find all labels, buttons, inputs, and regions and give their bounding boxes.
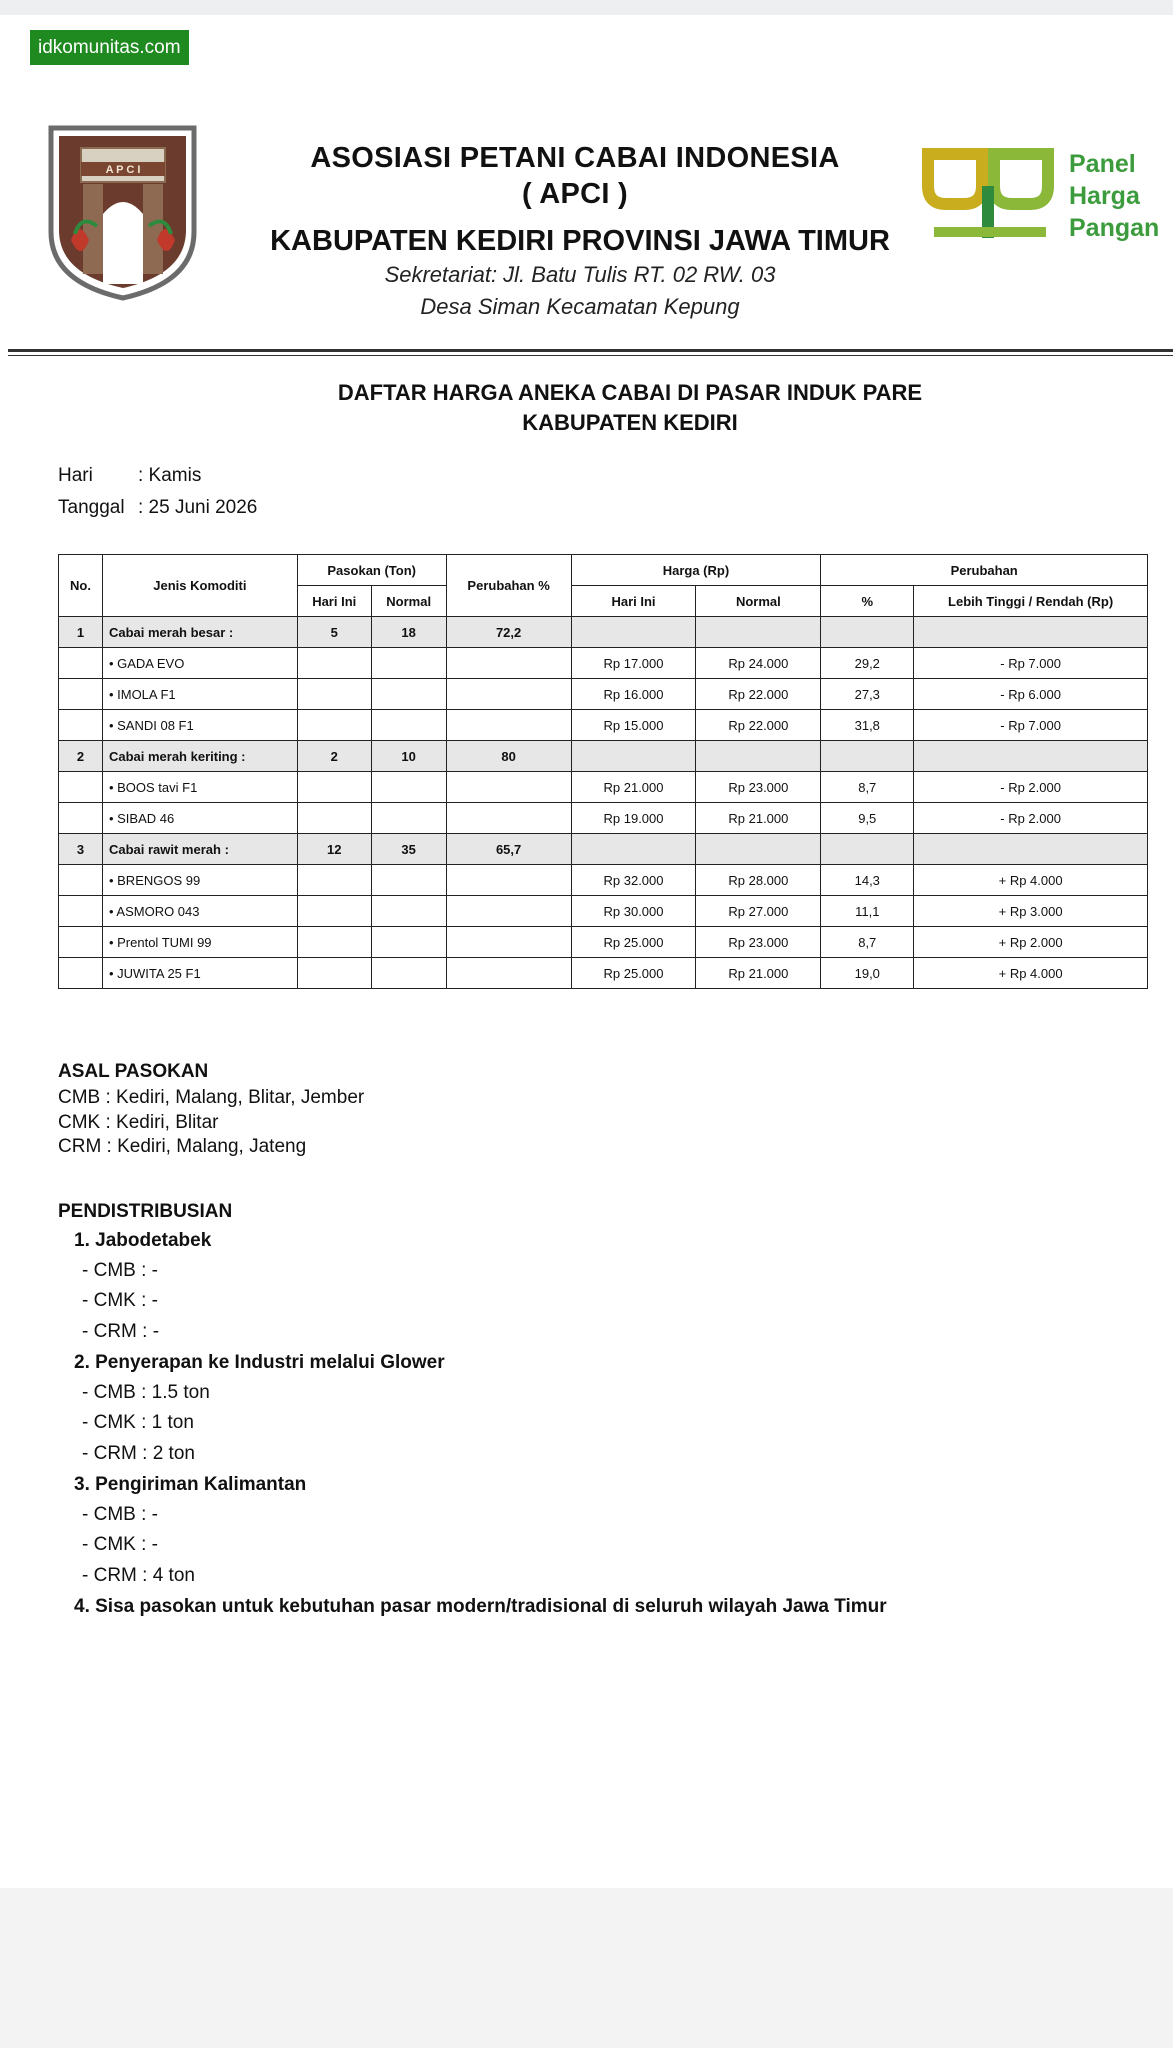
distribution-line: - CMB : -	[82, 1504, 158, 1525]
day-label: Hari	[58, 465, 93, 486]
supply-today-cell: 5	[297, 617, 371, 648]
supply-change-cell	[446, 958, 571, 989]
row-no-cell	[59, 679, 103, 710]
org-abbr: ( APCI )	[521, 178, 629, 210]
supply-normal-cell: 18	[371, 617, 446, 648]
supply-change-cell	[446, 679, 571, 710]
doc-title-2: KABUPATEN KEDIRI	[522, 410, 738, 435]
price-today-cell: Rp 25.000	[571, 927, 696, 958]
change-pct-cell	[821, 617, 914, 648]
header-supply: Pasokan (Ton)	[297, 555, 446, 586]
header-price-today: Hari Ini	[571, 586, 696, 617]
price-today-cell	[571, 741, 696, 772]
row-no-cell	[59, 710, 103, 741]
distribution-line: - CMK : -	[82, 1290, 158, 1311]
table-row	[59, 679, 1148, 710]
row-no-cell	[59, 896, 103, 927]
supply-origin-line: CRM : Kediri, Malang, Jateng	[58, 1136, 307, 1157]
price-today-cell: Rp 19.000	[571, 803, 696, 834]
commodity-name-cell: • BOOS tavi F1	[102, 772, 297, 803]
price-today-cell: Rp 30.000	[571, 896, 696, 927]
header-price-normal: Normal	[696, 586, 821, 617]
commodity-name-cell: • SANDI 08 F1	[102, 710, 297, 741]
supply-normal-cell	[371, 648, 446, 679]
supply-today-cell	[297, 772, 371, 803]
org-name: ASOSIASI PETANI CABAI INDONESIA	[310, 142, 840, 174]
row-no-cell	[59, 927, 103, 958]
address-line-2: Desa Siman Kecamatan Kepung	[420, 294, 740, 319]
supply-change-cell	[446, 927, 571, 958]
supply-today-cell	[297, 958, 371, 989]
change-rp-cell: + Rp 2.000	[914, 927, 1148, 958]
change-rp-cell: - Rp 2.000	[914, 772, 1148, 803]
distribution-heading: 4. Sisa pasokan untuk kebutuhan pasar modern/tradisional di seluruh wilayah Jawa Timur	[74, 1596, 887, 1617]
supply-today-cell	[297, 927, 371, 958]
supply-today-cell	[297, 896, 371, 927]
panel-harga-pangan-logo-icon	[920, 146, 1070, 251]
distribution-heading: 2. Penyerapan ke Industri melalui Glower	[74, 1352, 445, 1373]
supply-today-cell	[297, 679, 371, 710]
table-row	[59, 803, 1148, 834]
commodity-name-cell: • ASMORO 043	[102, 896, 297, 927]
change-pct-cell: 31,8	[821, 710, 914, 741]
price-normal-cell: Rp 22.000	[696, 679, 821, 710]
distribution-line: - CMK : 1 ton	[82, 1412, 194, 1433]
distribution-heading: 3. Pengiriman Kalimantan	[74, 1474, 307, 1495]
header-divider-thin	[8, 355, 1173, 356]
supply-origin-line: CMB : Kediri, Malang, Blitar, Jember	[58, 1087, 365, 1108]
commodity-name-cell: • Prentol TUMI 99	[102, 927, 297, 958]
price-today-cell: Rp 25.000	[571, 958, 696, 989]
change-pct-cell: 9,5	[821, 803, 914, 834]
change-rp-cell	[914, 617, 1148, 648]
distribution-line: - CRM : 2 ton	[82, 1443, 195, 1464]
row-no-cell	[59, 865, 103, 896]
org-region: KABUPATEN KEDIRI PROVINSI JAWA TIMUR	[270, 225, 890, 257]
commodity-name-cell: Cabai merah keriting :	[102, 741, 297, 772]
price-normal-cell: Rp 21.000	[696, 958, 821, 989]
change-rp-cell: - Rp 6.000	[914, 679, 1148, 710]
supply-normal-cell	[371, 710, 446, 741]
supply-normal-cell	[371, 927, 446, 958]
commodity-name-cell: • IMOLA F1	[102, 679, 297, 710]
price-normal-cell	[696, 741, 821, 772]
supply-normal-cell	[371, 679, 446, 710]
change-rp-cell: + Rp 4.000	[914, 865, 1148, 896]
distribution-line: - CRM : -	[82, 1321, 160, 1342]
change-pct-cell	[821, 834, 914, 865]
apci-logo-text: A P C I	[105, 164, 141, 176]
price-table	[58, 554, 1148, 989]
change-rp-cell: + Rp 3.000	[914, 896, 1148, 927]
price-today-cell	[571, 617, 696, 648]
meta-date	[58, 497, 257, 519]
row-no-cell: 3	[59, 834, 103, 865]
header-commodity: Jenis Komoditi	[102, 555, 297, 617]
supply-change-cell: 65,7	[446, 834, 571, 865]
table-row	[59, 710, 1148, 741]
panel-harga-pangan-label: Panel Harga Pangan	[1069, 150, 1160, 242]
supply-today-cell: 2	[297, 741, 371, 772]
supply-origin-line: CMK : Kediri, Blitar	[58, 1112, 219, 1133]
supply-change-cell	[446, 772, 571, 803]
change-pct-cell	[821, 741, 914, 772]
distribution-title: PENDISTRIBUSIAN	[58, 1201, 233, 1222]
supply-today-cell	[297, 648, 371, 679]
table-row	[59, 958, 1148, 989]
change-rp-cell	[914, 834, 1148, 865]
header-supply-today: Hari Ini	[297, 586, 371, 617]
change-pct-cell: 29,2	[821, 648, 914, 679]
distribution-line: - CRM : 4 ton	[82, 1565, 195, 1586]
table-row	[59, 772, 1148, 803]
supply-change-cell: 80	[446, 741, 571, 772]
date-value: : 25 Juni 2026	[138, 497, 258, 518]
supply-change-cell	[446, 896, 571, 927]
distribution-line: - CMK : -	[82, 1534, 158, 1555]
price-today-cell	[571, 834, 696, 865]
table-row	[59, 896, 1148, 927]
change-rp-cell: - Rp 2.000	[914, 803, 1148, 834]
change-pct-cell: 14,3	[821, 865, 914, 896]
distribution-heading: 1. Jabodetabek	[74, 1230, 212, 1251]
meta-day	[58, 465, 201, 487]
day-value: : Kamis	[138, 465, 202, 486]
supply-origin-title: ASAL PASOKAN	[58, 1061, 209, 1082]
supply-change-cell	[446, 865, 571, 896]
row-no-cell	[59, 648, 103, 679]
supply-normal-cell	[371, 958, 446, 989]
price-normal-cell	[696, 834, 821, 865]
price-normal-cell: Rp 27.000	[696, 896, 821, 927]
supply-normal-cell	[371, 865, 446, 896]
supply-today-cell: 12	[297, 834, 371, 865]
header-change-rp: Lebih Tinggi / Rendah (Rp)	[914, 586, 1148, 617]
header-no: No.	[59, 555, 103, 617]
row-no-cell	[59, 772, 103, 803]
price-today-cell: Rp 32.000	[571, 865, 696, 896]
change-pct-cell: 27,3	[821, 679, 914, 710]
row-no-cell	[59, 803, 103, 834]
supply-today-cell	[297, 803, 371, 834]
commodity-name-cell: Cabai merah besar :	[102, 617, 297, 648]
table-row	[59, 927, 1148, 958]
commodity-name-cell: • GADA EVO	[102, 648, 297, 679]
supply-change-cell	[446, 803, 571, 834]
table-group-row	[59, 741, 1148, 772]
change-pct-cell: 11,1	[821, 896, 914, 927]
commodity-name-cell: • SIBAD 46	[102, 803, 297, 834]
supply-today-cell	[297, 865, 371, 896]
supply-change-cell: 72,2	[446, 617, 571, 648]
commodity-name-cell: Cabai rawit merah :	[102, 834, 297, 865]
table-group-row	[59, 834, 1148, 865]
header-supply-normal: Normal	[371, 586, 446, 617]
row-no-cell: 2	[59, 741, 103, 772]
top-strip	[0, 0, 1173, 15]
row-no-cell: 1	[59, 617, 103, 648]
commodity-name-cell: • JUWITA 25 F1	[102, 958, 297, 989]
table-row	[59, 648, 1148, 679]
distribution-line: - CMB : -	[82, 1260, 158, 1281]
distribution-line: - CMB : 1.5 ton	[82, 1382, 210, 1403]
change-rp-cell: - Rp 7.000	[914, 710, 1148, 741]
row-no-cell	[59, 958, 103, 989]
supply-normal-cell	[371, 896, 446, 927]
header-divider	[8, 349, 1173, 352]
supply-change-cell	[446, 710, 571, 741]
header-change-pct2: %	[821, 586, 914, 617]
address-line-1: Sekretariat: Jl. Batu Tulis RT. 02 RW. 03	[384, 262, 776, 287]
header-change-pct: Perubahan %	[446, 555, 571, 617]
supply-change-cell	[446, 648, 571, 679]
header-price: Harga (Rp)	[571, 555, 821, 586]
price-normal-cell	[696, 617, 821, 648]
change-pct-cell: 8,7	[821, 772, 914, 803]
change-rp-cell: + Rp 4.000	[914, 958, 1148, 989]
table-group-row	[59, 617, 1148, 648]
price-today-cell: Rp 16.000	[571, 679, 696, 710]
doc-title-1: DAFTAR HARGA ANEKA CABAI DI PASAR INDUK PARE	[337, 380, 923, 405]
supply-normal-cell	[371, 803, 446, 834]
price-today-cell: Rp 21.000	[571, 772, 696, 803]
supply-normal-cell	[371, 772, 446, 803]
commodity-name-cell: • BRENGOS 99	[102, 865, 297, 896]
header-change: Perubahan	[821, 555, 1148, 586]
price-normal-cell: Rp 28.000	[696, 865, 821, 896]
price-normal-cell: Rp 24.000	[696, 648, 821, 679]
change-pct-cell: 8,7	[821, 927, 914, 958]
supply-normal-cell: 10	[371, 741, 446, 772]
price-today-cell: Rp 15.000	[571, 710, 696, 741]
table-row	[59, 865, 1148, 896]
change-pct-cell: 19,0	[821, 958, 914, 989]
date-label: Tanggal	[58, 497, 125, 518]
bottom-band	[0, 1888, 1173, 2048]
supply-normal-cell: 35	[371, 834, 446, 865]
price-normal-cell: Rp 23.000	[696, 772, 821, 803]
change-rp-cell: - Rp 7.000	[914, 648, 1148, 679]
watermark-badge: idkomunitas.com	[30, 30, 189, 65]
price-today-cell: Rp 17.000	[571, 648, 696, 679]
supply-today-cell	[297, 710, 371, 741]
price-normal-cell: Rp 21.000	[696, 803, 821, 834]
price-normal-cell: Rp 22.000	[696, 710, 821, 741]
change-rp-cell	[914, 741, 1148, 772]
apci-logo-icon	[45, 122, 200, 302]
price-normal-cell: Rp 23.000	[696, 927, 821, 958]
